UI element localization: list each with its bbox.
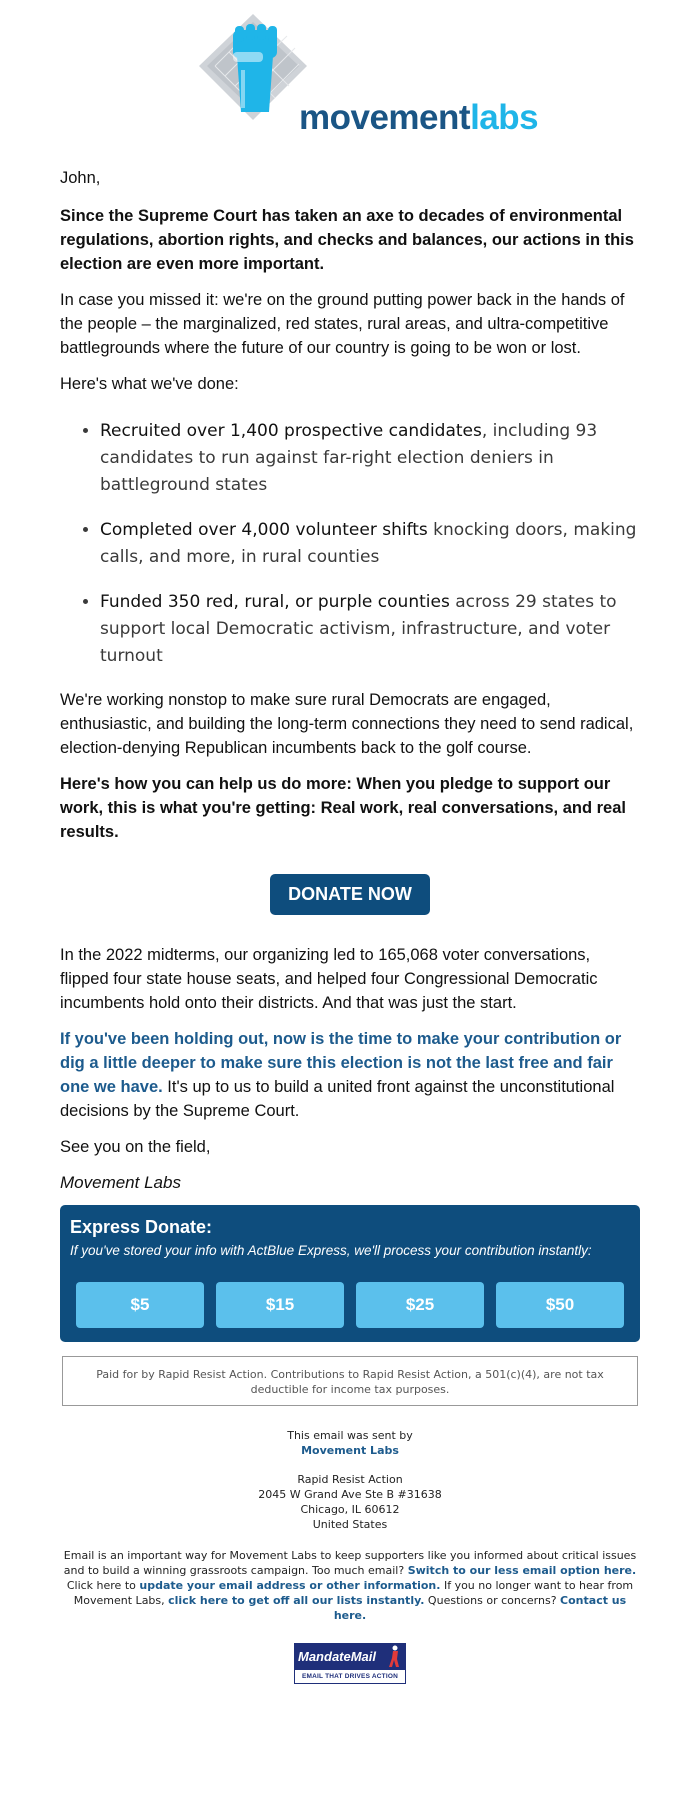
- list-item-strong: Funded 350 red, rural, or purple counties: [100, 592, 450, 612]
- sender-link[interactable]: Movement Labs: [301, 1444, 399, 1457]
- sent-by-text: This email was sent by: [287, 1429, 413, 1442]
- express-donate-title: Express Donate:: [70, 1217, 213, 1237]
- amount-25-button[interactable]: $25: [356, 1282, 484, 1328]
- logo-word-movement: movement: [299, 98, 471, 137]
- amount-50-button[interactable]: $50: [496, 1282, 624, 1328]
- footer-text: Email is an important way for Movement Labs to keep supporters like you informed about critical issues and to build a winning grassroots campaign. Too much email?: [63, 1549, 637, 1577]
- donate-button-wrap: [60, 874, 640, 915]
- working-paragraph: We're working nonstop to make sure rural Democrats are engaged, enthusiastic, and building the long-term connections they need to send radical, election-denying Republican incumbents back to the golf course.: [60, 691, 634, 757]
- list-item-rest: across 29 states to support local Democratic activism, infrastructure, and voter turnout: [100, 592, 617, 666]
- list-item: [100, 517, 640, 571]
- list-item-strong: Completed over 4,000 volunteer shifts: [100, 520, 428, 540]
- city-address: Chicago, IL 60612: [300, 1503, 400, 1516]
- update-info-link[interactable]: update your email address or other information.: [139, 1579, 441, 1592]
- badge-name-text: MandateMail: [298, 1649, 377, 1664]
- express-donate-box: [60, 1205, 640, 1342]
- movement-labs-logo[interactable]: [195, 12, 539, 142]
- logo-word-labs: labs: [470, 98, 539, 137]
- less-email-link[interactable]: Switch to our less email option here.: [407, 1564, 637, 1577]
- express-donate-subtitle: If you've stored your info with ActBlue Express, we'll process your contribution instantly:: [70, 1243, 592, 1258]
- footer-text: Questions or concerns?: [424, 1594, 561, 1607]
- see-you-text: See you on the field,: [60, 1138, 211, 1156]
- org-name: Rapid Resist Action: [297, 1473, 403, 1486]
- pledge-paragraph: Here's how you can help us do more: When you pledge to support our work, this is what you're getting: Real work, real conversations, and real results.: [60, 775, 626, 841]
- street-address: 2045 W Grand Ave Ste B #31638: [258, 1488, 442, 1501]
- logo-wordmark: [299, 98, 538, 138]
- done-heading: Here's what we've done:: [60, 375, 239, 393]
- holding-out-paragraph: [60, 1027, 640, 1123]
- midterms-paragraph: In the 2022 midterms, our organizing led to 165,068 voter conversations, flipped four state house seats, and helped four Congressional Democratic incumbents hold onto their districts. And that was just the start.: [60, 946, 598, 1012]
- paid-for-disclaimer: Paid for by Rapid Resist Action. Contributions to Rapid Resist Action, a 501(c)(4), are not tax deductible for income tax purposes.: [62, 1356, 638, 1406]
- amount-15-button[interactable]: $15: [216, 1282, 344, 1328]
- accomplishments-list: [60, 418, 640, 670]
- list-item-strong: Recruited over 1,400 prospective candidates: [100, 421, 482, 441]
- badge-tagline: EMAIL THAT DRIVES ACTION: [294, 1670, 406, 1684]
- badge-name: [294, 1643, 406, 1670]
- list-item-rest: knocking doors, making calls, and more, in rural counties: [100, 520, 637, 567]
- amount-5-button[interactable]: $5: [76, 1282, 204, 1328]
- list-item: [100, 418, 640, 499]
- figure-icon: [388, 1645, 400, 1668]
- contact-link[interactable]: Contact us here.: [333, 1594, 627, 1622]
- list-item: [100, 589, 640, 670]
- footer-text: Click here to: [66, 1579, 140, 1592]
- email-body: [60, 12, 640, 1685]
- list-item-rest: , including 93 candidates to run against far-right election deniers in battleground states: [100, 421, 598, 495]
- donation-amounts: [70, 1282, 630, 1328]
- country: United States: [312, 1518, 388, 1531]
- greeting: John,: [60, 169, 101, 187]
- donate-now-button[interactable]: DONATE NOW: [270, 874, 430, 915]
- footer-text: If you no longer want to hear from Movement Labs,: [73, 1579, 634, 1607]
- holding-out-rest: It's up to us to build a united front against the unconstitutional decisions by the Supreme Court.: [60, 1078, 615, 1120]
- mandatemail-badge[interactable]: [294, 1643, 406, 1685]
- holding-out-link[interactable]: If you've been holding out, now is the time to make your contribution or dig a little deeper to make sure this election is not the last free and fair one we have.: [60, 1030, 622, 1096]
- intro-paragraph: In case you missed it: we're on the ground putting power back in the hands of the people – the marginalized, red states, rural areas, and ultra-competitive battlegrounds where the future of our country is going to be won or lost.: [60, 291, 625, 357]
- footer-address: [60, 1428, 640, 1532]
- lead-paragraph: Since the Supreme Court has taken an axe to decades of environmental regulations, abortion rights, and checks and balances, our actions in this election are even more important.: [60, 207, 634, 273]
- unsubscribe-link[interactable]: click here to get off all our lists instantly.: [168, 1594, 425, 1607]
- footer-message: [60, 1548, 640, 1623]
- signature: Movement Labs: [60, 1173, 181, 1192]
